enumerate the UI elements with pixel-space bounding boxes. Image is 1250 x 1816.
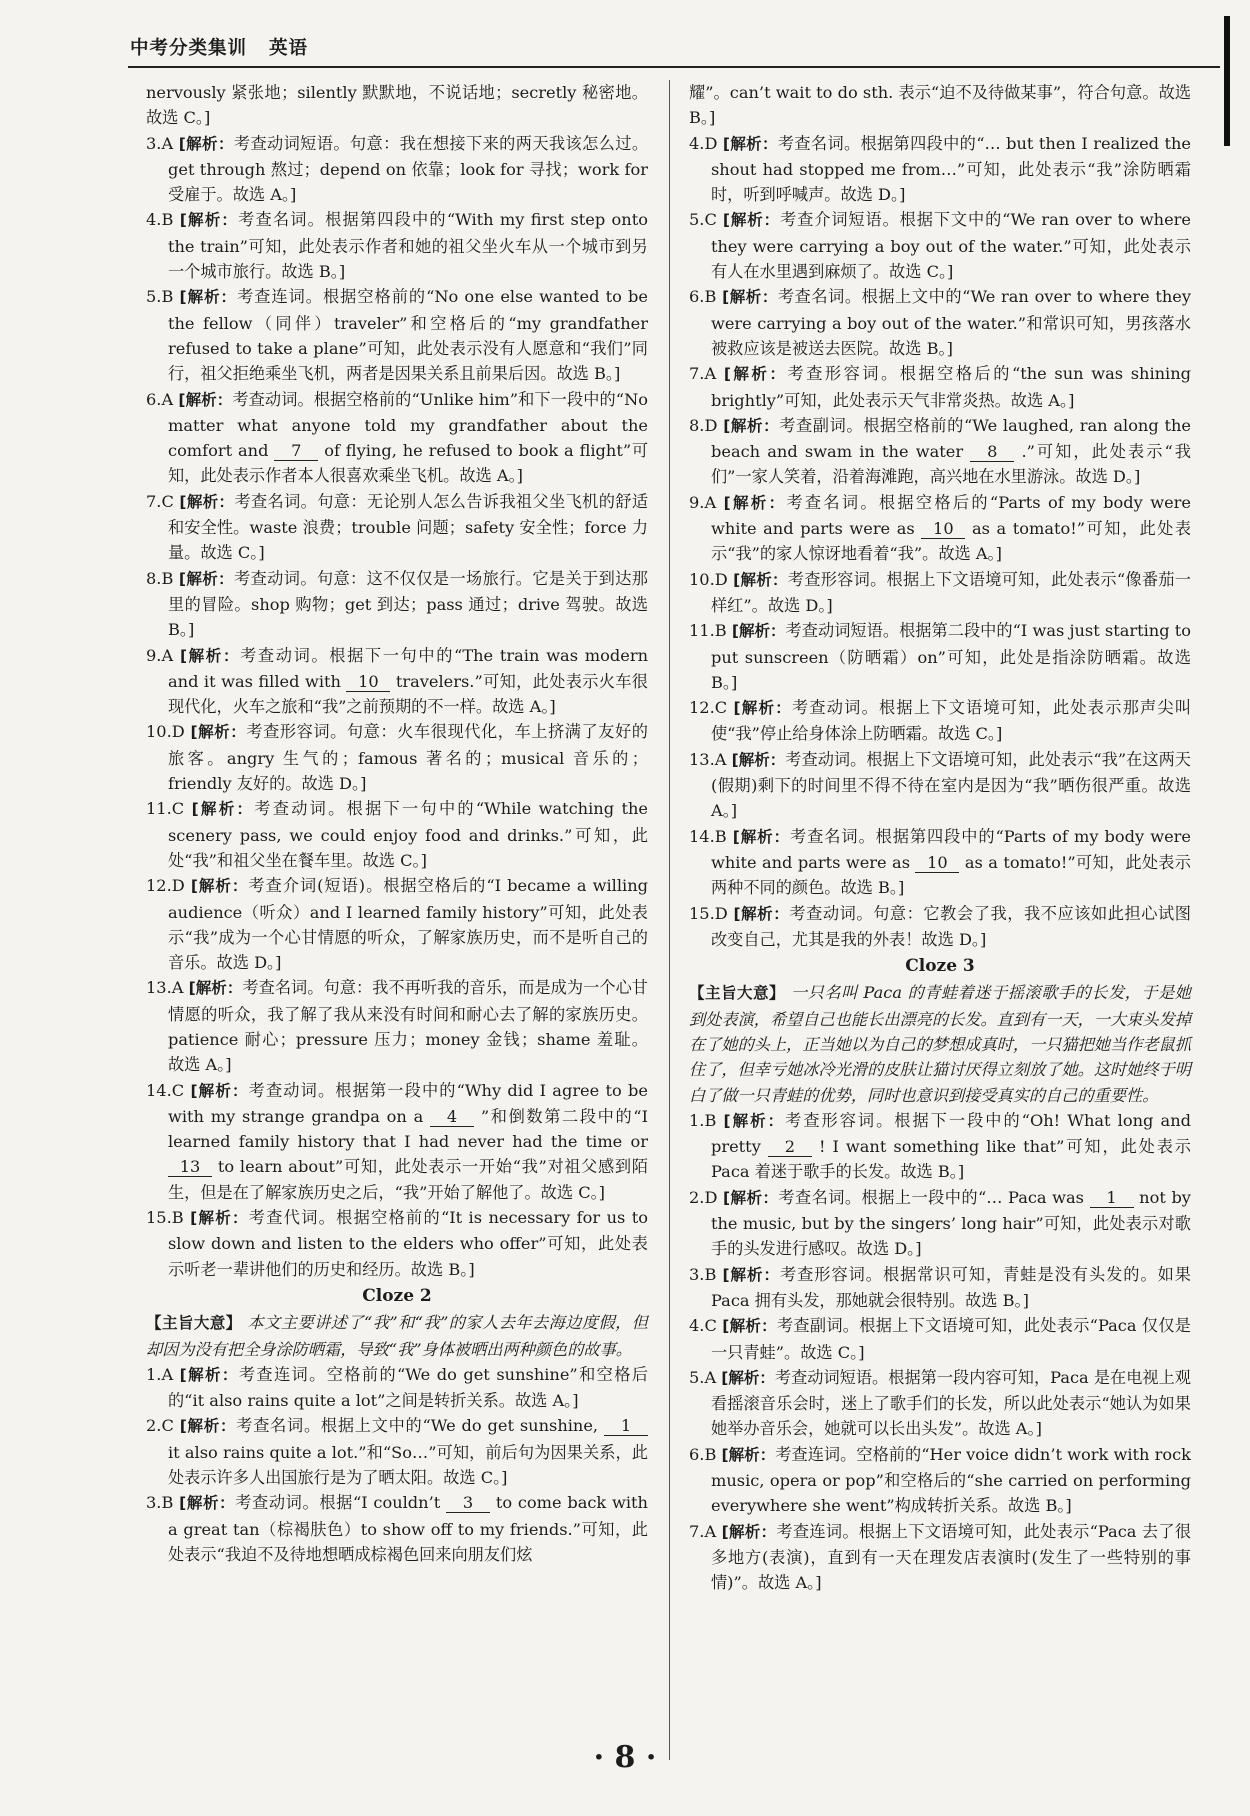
analysis-text: 考查动词短语。根据第二段中的“I was just starting to put sunscreen（防晒霜）on”可知，此处是指涂防晒霜。故选 B。] [711,621,1191,692]
answer-entry [689,284,1191,361]
answer-entry [689,695,1191,747]
answer-number: 7.A [689,1521,722,1541]
answer-number: 11.B [689,621,732,641]
answer-entry [146,207,648,284]
analysis-label: [解析： [723,493,787,512]
answer-number: 3.B [146,1493,180,1513]
analysis-label: [解析： [733,904,790,923]
analysis-label: [解析： [179,492,235,511]
answer-entry [146,1205,648,1282]
analysis-label: [解析： [178,569,235,588]
answer-entry [689,747,1191,824]
blank-number: 2 [768,1138,812,1157]
analysis-label: [解析： [721,1445,776,1464]
analysis-text: 考查名词。根据第四段中的“With my first step onto the train”可知，此处表示作者和她的祖父坐火车从一个城市到另一个城市旅行。故选 B。] [168,210,648,282]
section-title: Cloze 3 [905,956,975,977]
analysis-label: [解析： [731,750,786,769]
answer-entry [146,873,648,975]
analysis-label: [解析： [733,699,792,718]
analysis-label: [解析： [190,877,249,896]
blank-number: 1 [1090,1189,1134,1208]
section-title: Cloze 2 [362,1285,432,1306]
analysis-text: 考查动词。句意：这不仅仅是一场旅行。它是关于到达那里的冒险。shop 购物；get 到达；pass 通过；drive 驾驶。故选 B。] [168,568,648,640]
answer-entry [146,719,648,796]
answer-entry [689,1519,1191,1596]
answer-number: 10.D [146,722,191,742]
summary-label: 【主旨大意】 [146,1314,248,1333]
analysis-text: 考查连词。根据上下文语境可知，此处表示“Paca 去了很多地方(表演)，直到有一天在理发店表演时(发生了一些特别的事情)”。故选 A。] [711,1521,1192,1593]
answer-entry [689,207,1191,284]
analysis-text: 考查动词短语。根据第一段内容可知，Paca 是在电视上观看摇滚音乐会时，迷上了歌手们的长发，所以此处表示“她认为如果她举办音乐会，她就可以长出头发”。故选 A。] [711,1367,1191,1439]
column-divider [669,80,670,1760]
analysis-label: [解析： [722,1317,777,1336]
book-title: 中考分类集训 [130,38,248,59]
analysis-text: .”可知，此处表示“我们”一家人笑着，沿着海滩跑，高兴地在水里游泳。故选 D。] [711,442,1191,487]
analysis-text: travelers.”可知，此处表示火车很现代化，火车之旅和“我”之前预期的不一样。故选 A。] [168,671,648,717]
answer-number: 12.D [146,876,191,896]
answer-number: 9.A [146,645,180,665]
answer-number: 8.D [689,415,724,435]
analysis-label: [解析： [179,1365,239,1384]
analysis-text: 考查名词。句意：无论别人怎么告诉我祖父坐飞机的舒适和安全性。waste 浪费；trouble 问题；safety 安全性；force 力量。故选 C。] [168,491,649,563]
answer-number: 3.B [689,1264,723,1284]
continued-text: nervously 紧张地；silently 默默地，不说话地；secretly 秘密地。故选 C。] [146,83,648,128]
answer-entry [689,1108,1191,1185]
analysis-text: of flying, he refused to book a flight”可知，此处表示作者本人很喜欢乘坐飞机。故选 A。] [168,441,649,486]
answer-entry [689,618,1191,695]
answer-entry [689,490,1191,567]
analysis-text: 考查形容词。根据空格后的“the sun was shining brightly”可知，此处表示天气非常炎热。故选 A。] [711,364,1192,410]
answer-number: 5.C [689,210,723,230]
analysis-text: 考查动词。根据“I couldn’t [235,1493,441,1513]
analysis-label: [解析： [722,134,778,153]
answer-entry [146,643,648,720]
answer-number: 12.C [689,698,734,718]
analysis-label: [解析： [722,211,781,230]
answer-entry [146,1413,648,1490]
analysis-text: 考查连词。空格前的“Her voice didn’t work with rock music, opera or pop”和空格后的“she carried on performing everywhere she went”构成转折关系。故选 B。] [711,1444,1191,1516]
analysis-label: [解析： [191,800,255,819]
summary-text: 本文主要讲述了“我”和“我”的家人去年去海边度假，但却因为没有把全身涂防晒霜，导致“我”身体被晒出两种颜色的故事。 [146,1313,648,1359]
answer-entry [689,361,1191,413]
blank-number: 10 [915,854,959,873]
answer-number: 5.B [146,287,180,307]
analysis-label: [解析： [721,1368,775,1387]
analysis-text: 考查形容词。句意：火车很现代化，车上挤满了友好的旅客。angry 生气的；famous 著名的；musical 音乐的；friendly 友好的。故选 D。] [168,722,648,794]
analysis-label: [解析： [179,1494,236,1513]
right-column [689,80,1191,1596]
blank-number: 4 [430,1108,474,1127]
analysis-label: [解析： [723,1111,786,1130]
answer-entry [689,1313,1191,1365]
analysis-text: as a tomato!”可知，此处表示两种不同的颜色。故选 B。] [711,852,1191,898]
answer-number: 2.C [146,1416,180,1436]
answer-entry [146,1490,648,1567]
summary-paragraph [146,1310,648,1362]
analysis-text: 考查副词。根据空格前的“We laughed, ran along the beach and swam in the water [711,415,1191,462]
answer-entry [146,566,648,643]
answer-number: 14.B [689,826,733,846]
blank-number: 1 [604,1417,648,1436]
analysis-text: 考查名词。根据上文中的“We ran over to where they were carrying a boy out of the water.”和常识可知，男孩落水被救应该是被送去医院。故选 B。] [711,287,1191,358]
answer-number: 15.B [146,1208,191,1228]
analysis-text: 考查介词(短语)。根据空格后的“I became a willing audience（听众）and I learned family history”可知，此处表示“我”成为一个心甘情愿的听众，了解家族历史，而不是听自己的音乐。故选 D。] [168,876,648,973]
analysis-label: [解析： [190,723,247,742]
summary-paragraph [689,980,1191,1107]
answer-number: 4.C [689,1316,723,1336]
summary-text: 一只名叫 Paca 的青蛙着迷于摇滚歌手的长发，于是她到处表演，希望自己也能长出漂亮的长发。直到有一天，一大束头发掉在了她的头上，正当她以为自己的梦想成真时，一只猫把她当作老鼠抓住了，但幸亏她冰冷光滑的皮肤让猫讨厌得立刻放了她。这时她终于明白了做一只青蛙的优势，同时也意识到接受真实的自己的重要性。 [689,983,1191,1105]
analysis-label: [解析： [723,365,788,384]
blank-number: 7 [274,442,318,461]
answer-number: 4.B [146,210,180,230]
answer-entry [689,1442,1191,1519]
analysis-text: 考查名词。根据上一段中的“… Paca was [778,1187,1084,1207]
blank-number: 8 [970,443,1014,462]
analysis-text: 考查介词短语。根据下文中的“We ran over to where they were carrying a boy out of the water.”可知，此处表示有人在水里遇到麻烦了。故选 C。] [711,210,1191,282]
analysis-label: [解析： [721,1522,777,1541]
answer-number: 4.D [689,133,723,153]
analysis-label: [解析： [188,979,243,998]
analysis-text: 考查代词。根据空格前的“It is necessary for us to slow down and listen to the elders who offer”可知，此处表示听老一辈讲他们的历史和经历。故选 B。] [168,1208,648,1279]
analysis-text: not by the music, but by the singers’ long hair”可知，此处表示对歌手的头发进行感叹。故选 D。] [711,1187,1191,1259]
analysis-label: [解析： [731,622,786,641]
blank-number: 13 [168,1158,212,1177]
analysis-label: [解析： [179,211,239,230]
answer-number: 13.A [146,978,189,998]
analysis-label: [解析： [722,1265,780,1284]
answer-number: 1.B [689,1110,724,1130]
analysis-text: 考查连词。空格前的“We do get sunshine”和空格后的“it also rains quite a lot”之间是转折关系。故选 A。] [168,1364,649,1411]
answer-entry [689,824,1191,901]
blank-number: 10 [346,673,390,692]
answer-entry [146,975,648,1077]
page-number: · 8 · [593,1740,657,1775]
analysis-text: 考查动词短语。句意：我在想接下来的两天我该怎么过。get through 熬过；depend on 依靠；look for 寻找；work for 受雇于。故选 A。] [168,133,649,205]
answer-entry [146,1362,648,1414]
answer-entry [689,1262,1191,1314]
answer-number: 6.A [146,389,179,409]
answer-number: 3.A [146,133,179,153]
subject-title: 英语 [269,38,309,59]
analysis-label: [解析： [190,1081,249,1100]
analysis-text: 考查动词。句意：它教会了我，我不应该如此担心试图改变自己，尤其是我的外表！故选 D。] [711,903,1191,949]
answer-number: 10.D [689,569,734,589]
analysis-label: [解析： [178,134,234,153]
analysis-label: [解析： [723,1188,779,1207]
analysis-text: ! I want something like that”可知，此处表示 Paca 着迷于歌手的长发。故选 B。] [711,1137,1191,1182]
analysis-text: 考查动词。根据上下文语境可知，此处表示“我”在这两天(假期)剩下的时间里不得不待在室内是因为“我”晒伤很严重。故选 A。] [711,749,1191,821]
answer-entry [689,1185,1191,1262]
answer-entry [146,387,648,489]
summary-label: 【主旨大意】 [689,984,791,1003]
answer-entry [689,567,1191,619]
analysis-text: 考查动词。根据上下文语境可知，此处表示那声尖叫使“我”停止给身体涂上防晒霜。故选 C。] [711,698,1191,744]
answer-entry [689,131,1191,208]
answer-number: 2.D [689,1187,724,1207]
answer-number: 11.C [146,799,192,819]
analysis-label: [解析： [733,570,788,589]
answer-number: 1.A [146,1364,180,1384]
blank-number: 3 [446,1494,490,1513]
answer-number: 7.C [146,491,180,511]
answer-number: 6.B [689,287,723,307]
analysis-label: [解析： [732,827,791,846]
analysis-label: [解析： [190,1209,249,1228]
answer-entry [146,1078,648,1205]
answer-number: 15.D [689,903,734,923]
analysis-label: [解析： [179,288,238,307]
analysis-text: 考查名词。句意：我不再听我的音乐，而是成为一个心甘情愿的听众，我了解了我从来没有时间和耐心去了解的家族历史。patience 耐心；pressure 压力；money 金钱；shame 羞耻。故选 A。] [168,978,648,1075]
analysis-text: 考查动词。根据下一句中的“The train was modern and it was filled with [168,645,649,691]
answer-number: 9.A [689,492,724,512]
analysis-label: [解析： [179,646,241,665]
analysis-text: 考查形容词。根据下一段中的“Oh! What long and pretty [711,1110,1191,1157]
analysis-text: as a tomato!”可知，此处表示“我”的家人惊讶地看着“我”。故选 A。] [711,519,1192,564]
analysis-label: [解析： [179,1417,237,1436]
page-header [130,34,308,60]
analysis-text: to learn about”可知，此处表示一开始“我”对祖父感到陌生，但是在了解家族历史之后，“我”开始了解他了。故选 C。] [168,1157,648,1202]
answer-number: 8.B [146,568,179,588]
analysis-text: 考查副词。根据上下文语境可知，此处表示“Paca 仅仅是一只青蛙”。故选 C。] [711,1316,1191,1362]
answer-number: 7.A [689,364,724,384]
analysis-label: [解析： [178,390,233,409]
analysis-text: it also rains quite a lot.”和“So…”可知，前后句为因果关系，此处表示许多人出国旅行是为了晒太阳。故选 C。] [168,1442,648,1488]
analysis-text: 考查动词。根据空格前的“Unlike him”和下一段中的“No matter what anyone told my grandfather about the comfort and [168,389,648,461]
answer-entry [146,489,648,566]
answer-entry [689,1365,1191,1442]
edge-bar [1224,16,1230,146]
answer-number: 5.A [689,1367,722,1387]
answer-entry [689,413,1191,490]
answer-entry [146,284,648,386]
left-column [146,80,648,1567]
analysis-text: 考查动词。根据第一段中的“Why did I agree to be with my strange grandpa on a [168,1080,648,1126]
analysis-text: 考查连词。根据空格前的“No one else wanted to be the fellow（同伴）traveler”和空格后的“my grandfather refused to take a plane”可知，此处表示没有人愿意和“我们”同行，祖父拒绝乘坐飞机，两者是因果关系且前果后因。故选 B。] [168,287,648,384]
analysis-text: 考查形容词。根据常识可知，青蛙是没有头发的。如果 Paca 拥有头发，那她就会很特别。故选 B。] [711,1264,1191,1310]
answer-number: 14.C [146,1080,191,1100]
answer-entry [146,796,648,873]
analysis-label: [解析： [722,288,778,307]
analysis-text: to come back with a great tan（棕褐肤色）to show off to my friends.”可知，此处表示“我迫不及待地想晒成棕褐色回来向朋友们炫 [168,1493,648,1564]
header-rule [128,66,1220,68]
analysis-text: 考查名词。根据空格后的“Parts of my body were white and parts were as [711,492,1191,539]
continued-text: 耀”。can’t wait to do sth. 表示“迫不及待做某事”，符合句意。故选 B。] [689,83,1191,128]
answer-number: 6.B [689,1444,722,1464]
analysis-text: 考查动词。根据下一句中的“While watching the scenery pass, we could enjoy food and drinks.”可知，此处“我”和祖父坐在餐车里。故选 C。] [168,799,648,870]
answer-entry [146,131,648,208]
analysis-label: [解析： [723,416,780,435]
answer-number: 13.A [689,749,732,769]
analysis-text: ”和倒数第二段中的“I learned family history that I had never had the time or [168,1106,648,1152]
analysis-text: 考查名词。根据第四段中的“Parts of my body were white and parts were as [711,826,1191,872]
analysis-text: 考查名词。根据第四段中的“… but then I realized the shout had stopped me from…”可知，此处表示“我”涂防晒霜时，听到呼喊声。故选 D。] [711,133,1192,205]
answer-entry [689,901,1191,953]
analysis-text: 考查形容词。根据上下文语境可知，此处表示“像番茄一样红”。故选 D。] [711,569,1191,615]
analysis-text: 考查名词。根据上文中的“We do get sunshine, [236,1416,599,1436]
blank-number: 10 [921,520,965,539]
